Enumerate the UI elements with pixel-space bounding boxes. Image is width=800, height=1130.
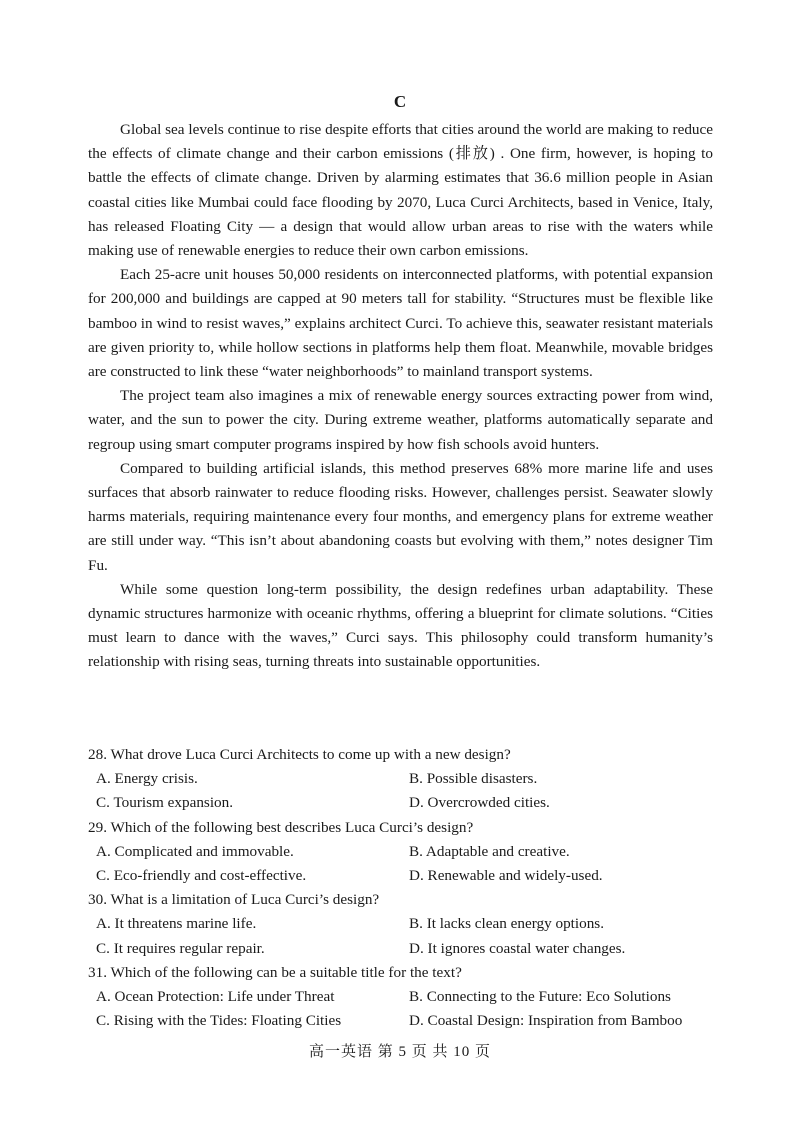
passage-paragraph-4: Compared to building artificial islands, this method preserves 68% more marine life and uses surfaces that absorb rainwater to reduce flooding risks. However, challenges persist. Seawater slowly harms materials, requiring maintenance every four months, and emergency plans for extreme weather are still under way. “This isn’t about abandoning coasts but evolving with them,” notes designer Tim Fu.: [88, 459, 713, 574]
option-b: B. Possible disasters.: [409, 770, 538, 788]
option-c: C. Eco-friendly and cost-effective.: [96, 867, 307, 885]
page-footer: 高一英语 第 5 页 共 10 页: [308, 1044, 491, 1060]
option-d: D. Overcrowded cities.: [409, 794, 550, 812]
option-c: C. Rising with the Tides: Floating Cities: [96, 1012, 342, 1030]
option-row: [88, 912, 728, 936]
passage-paragraph-3: The project team also imagines a mix of renewable energy sources extracting power from wind, water, and the sun to power the city. During extreme weather, platforms automatically separate and regroup using smart computer programs inspired by how fish schools avoid hunters.: [88, 387, 713, 453]
option-row: [88, 791, 728, 815]
option-a: A. Ocean Protection: Life under Threat: [96, 988, 335, 1006]
question-stem: 30. What is a limitation of Luca Curci’s design?: [88, 891, 380, 909]
option-b: B. Connecting to the Future: Eco Solutions: [409, 988, 671, 1006]
option-row: [88, 1009, 728, 1033]
questions-list: [88, 743, 728, 1033]
option-row: [88, 767, 728, 791]
option-c: C. Tourism expansion.: [96, 794, 234, 812]
passage-paragraph-1: Global sea levels continue to rise despite efforts that cities around the world are making to reduce the effects of climate change and their carbon emissions (排放) . One firm, however, is hoping to battle the effects of climate change. Driven by alarming estimates that 36.6 million people in Asian coastal cities like Mumbai could face flooding by 2070, Luca Curci Architects, based in Venice, Italy, has released Floating City — a design that would allow urban areas to rise with the waters while making use of renewable energies to reduce their own carbon emissions.: [88, 121, 713, 260]
option-row: [88, 840, 728, 864]
option-b: B. It lacks clean energy options.: [409, 915, 604, 933]
reading-passage: [88, 118, 713, 675]
option-a: A. It threatens marine life.: [96, 915, 257, 933]
question-stem: 31. Which of the following can be a suitable title for the text?: [88, 963, 462, 981]
passage-paragraph-5: While some question long-term possibility, the design redefines urban adaptability. These dynamic structures harmonize with oceanic rhythms, offering a blueprint for climate solutions. “Cities must learn to dance with the waves,” Curci says. This philosophy could transform humanity’s relationship with rising seas, turning threats into sustainable opportunities.: [88, 580, 713, 671]
option-c: C. It requires regular repair.: [96, 939, 265, 957]
question-stem: 28. What drove Luca Curci Architects to come up with a new design?: [88, 746, 511, 763]
option-d: D. Coastal Design: Inspiration from Bamboo: [409, 1012, 683, 1030]
option-row: [88, 937, 728, 961]
option-a: A. Complicated and immovable.: [96, 842, 294, 860]
option-row: [88, 985, 728, 1009]
question-31: [88, 961, 728, 1034]
option-a: A. Energy crisis.: [96, 770, 198, 788]
passage-paragraph-2: Each 25-acre unit houses 50,000 residents on interconnected platforms, with potential expansion for 200,000 and buildings are capped at 90 meters tall for stability. “Structures must be flexible like bamboo in wind to resist waves,” explains architect Curci. To achieve this, seawater resistant materials are given priority to, while hollow sections in platforms help them float. Meanwhile, movable bridges are constructed to link these “water neighborhoods” to mainland transport systems.: [88, 266, 713, 381]
option-b: B. Adaptable and creative.: [409, 842, 570, 860]
question-30: [88, 888, 728, 961]
option-d: D. Renewable and widely-used.: [409, 867, 603, 885]
option-row: [88, 864, 728, 888]
question-stem: 29. Which of the following best describes Luca Curci’s design?: [88, 818, 474, 836]
section-title: C: [393, 92, 407, 111]
question-29: [88, 816, 728, 889]
option-d: D. It ignores coastal water changes.: [409, 939, 626, 957]
question-28: [88, 743, 728, 816]
